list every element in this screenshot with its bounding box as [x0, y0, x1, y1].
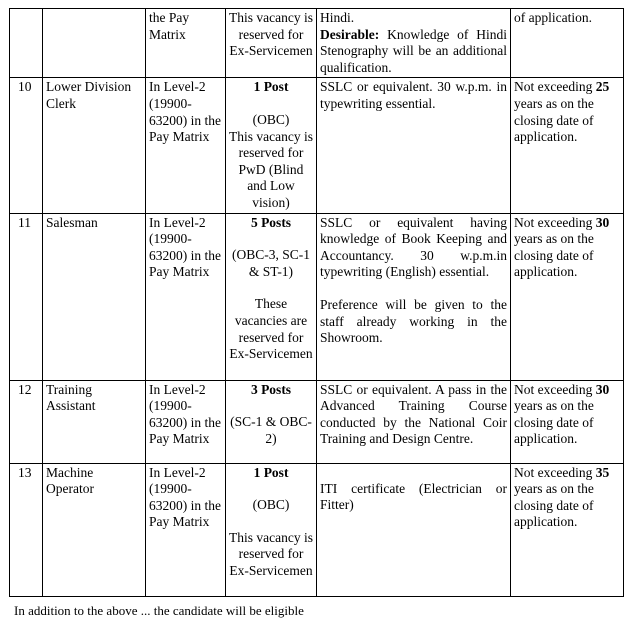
vacancy-category: (OBC) [252, 111, 290, 127]
vacancy-note: This vacancy is reserved for PwD (Blind and Low vision) [229, 128, 313, 210]
age-limit: Not exceeding 30 years as on the closing date of application. [511, 380, 624, 463]
qualification-text: SSLC or equivalent. 30 w.p.m. in typewriting essential. [320, 79, 507, 111]
serial-number: 13 [10, 463, 43, 596]
vacancy-count: 1 Post [253, 79, 289, 95]
vacancy-note: This vacancy is reserved for Ex-Servicemen [229, 529, 313, 578]
vacancy-cell [226, 9, 317, 78]
vacancy-category: (OBC-3, SC-1 & ST-1) [231, 247, 310, 279]
qualification-preference: Preference will be given to the staff already working in the Showroom. [320, 296, 507, 346]
post-name: Machine Operator [43, 463, 146, 596]
vacancy-category: (OBC) [252, 497, 290, 513]
footer-text-fragment: In addition to the above ... the candidate will be eligible [14, 603, 304, 618]
qualification-cell [317, 9, 511, 78]
age-limit: Not exceeding 35 years as on the closing date of application. [511, 463, 624, 596]
desirable-text: Knowledge of Hindi Stenography will be an additional qualification. [320, 26, 507, 75]
vacancy-count: 3 Posts [250, 381, 292, 397]
pay-level: the Pay Matrix [146, 9, 226, 78]
pay-level: In Level-2 (19900-63200) in the Pay Matrix [146, 213, 226, 380]
qualification-text: Hindi. [320, 10, 355, 25]
pay-level: In Level-2 (19900-63200) in the Pay Matrix [146, 380, 226, 463]
serial-number: 12 [10, 380, 43, 463]
qualification-cell [317, 213, 511, 380]
pay-level: In Level-2 (19900-63200) in the Pay Matrix [146, 78, 226, 213]
age-years: 25 [595, 79, 610, 95]
qualification-cell [317, 380, 511, 463]
age-limit: of application. [511, 9, 624, 78]
vacancy-category: (SC-1 & OBC-2) [230, 414, 312, 446]
post-name: Salesman [43, 213, 146, 380]
age-years: 35 [595, 464, 610, 480]
serial-number: 10 [10, 78, 43, 213]
table-row [10, 213, 624, 380]
vacancy-note: This vacancy is reserved for Ex-Servicemen [229, 10, 313, 59]
vacancy-cell [226, 463, 317, 596]
age-limit: Not exceeding 25 years as on the closing date of application. [511, 78, 624, 213]
qualification-cell [317, 463, 511, 596]
age-years: 30 [595, 381, 610, 397]
post-name: Training Assistant [43, 380, 146, 463]
age-limit: Not exceeding 30 years as on the closing date of application. [511, 213, 624, 380]
age-years: 30 [595, 214, 610, 230]
serial-number: 11 [10, 213, 43, 380]
qualification-text: ITI certificate (Electrician or Fitter) [320, 480, 507, 513]
post-name: Lower Division Clerk [43, 78, 146, 213]
desirable-qualification [320, 27, 507, 77]
vacancy-note: These vacancies are reserved for Ex-Servicemen [229, 296, 313, 362]
qualification-cell [317, 78, 511, 213]
vacancy-cell [226, 380, 317, 463]
table-row [10, 9, 624, 78]
table-row [10, 380, 624, 463]
serial-number [10, 9, 43, 78]
post-name [43, 9, 146, 78]
pay-level: In Level-2 (19900-63200) in the Pay Matrix [146, 463, 226, 596]
recruitment-table [9, 8, 624, 597]
vacancy-count: 5 Posts [250, 214, 292, 230]
table-row [10, 463, 624, 596]
qualification-text: SSLC or equivalent having knowledge of Book Keeping and Accountancy. 30 w.p.m.in typewriting (English) essential. [320, 214, 507, 280]
vacancy-cell [226, 78, 317, 213]
table-row [10, 78, 624, 213]
desirable-label: Desirable: [320, 26, 380, 42]
vacancy-count: 1 Post [253, 464, 289, 480]
qualification-text: SSLC or equivalent. A pass in the Advanced Training Course conducted by the National Coir Training and Design Centre. [320, 381, 507, 447]
vacancy-cell [226, 213, 317, 380]
